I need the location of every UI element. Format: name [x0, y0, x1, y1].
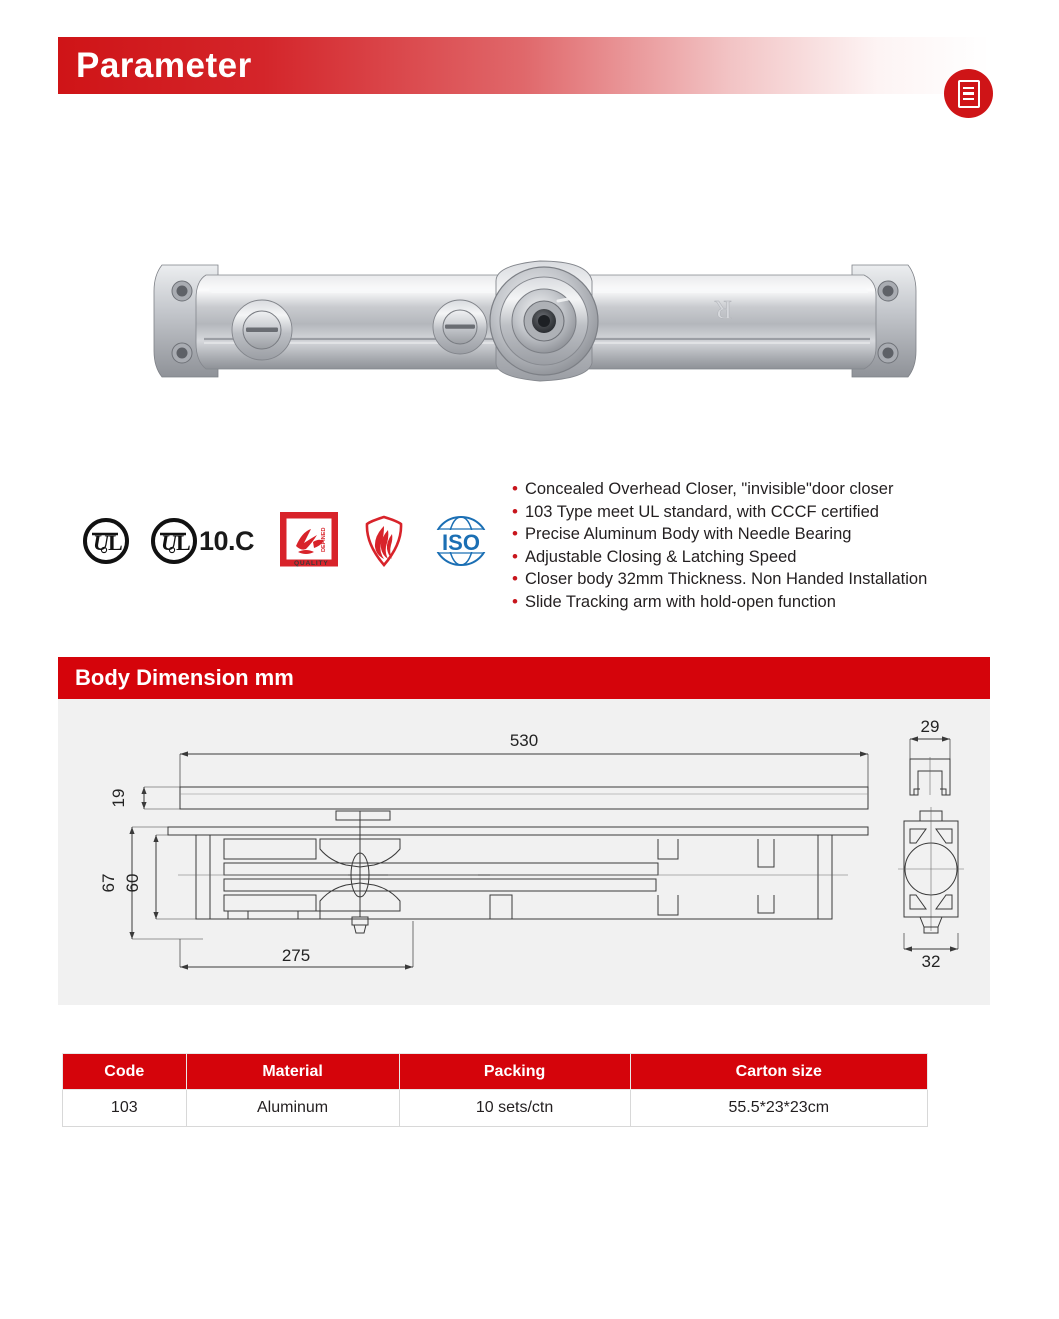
cccf-fire-mark [362, 514, 406, 568]
svg-text:L: L [176, 530, 191, 555]
dim-label-275: 275 [281, 946, 311, 965]
page-header-bar [58, 37, 990, 94]
document-glyph [958, 80, 980, 108]
bullet-icon: • [512, 569, 518, 589]
cell-carton-size: 55.5*23*23cm [630, 1090, 927, 1127]
bullet-icon: • [512, 501, 518, 521]
dim-label-60: 60 [123, 873, 142, 893]
page-title: Parameter [76, 46, 252, 85]
list-item: • Concealed Overhead Closer, "invisible"door closer [512, 478, 1012, 501]
column-header-code: Code [63, 1054, 187, 1090]
feature-list [512, 478, 1012, 614]
specification-table [62, 1053, 928, 1127]
defined-label: DEFINED [321, 527, 328, 552]
table-header-row [63, 1054, 928, 1090]
bullet-icon: • [512, 524, 518, 544]
list-item: • Adjustable Closing & Latching Speed [512, 546, 1012, 569]
ul-10c-mark [150, 517, 254, 565]
bullet-icon: • [512, 546, 518, 566]
cell-material: Aluminum [186, 1090, 399, 1127]
product-marking: R [714, 295, 732, 324]
column-header-packing: Packing [399, 1054, 630, 1090]
column-header-material: Material [186, 1054, 399, 1090]
svg-text:L: L [108, 530, 123, 555]
dim-label-29: 29 [920, 717, 940, 736]
list-item: • Slide Tracking arm with hold-open function [512, 591, 1012, 614]
dimension-drawing [58, 699, 990, 1005]
ul-listed-mark [82, 517, 130, 565]
iso-label: ISO [442, 530, 480, 555]
table-row [63, 1090, 928, 1127]
iso-mark [432, 515, 490, 567]
dim-label-530: 530 [509, 731, 539, 750]
body-dimension-drawing-panel [58, 699, 990, 1005]
document-list-icon[interactable] [944, 69, 993, 118]
quality-label: QUALITY [294, 560, 329, 567]
svg-text:U: U [93, 530, 109, 555]
door-closer-illustration [140, 235, 930, 400]
dim-label-19: 19 [109, 788, 128, 808]
dim-label-32: 32 [921, 952, 941, 971]
quality-defined-mark [280, 512, 338, 570]
dim-label-67: 67 [99, 873, 118, 893]
list-item: • Closer body 32mm Thickness. Non Handed Installation [512, 568, 1012, 591]
list-item: • 103 Type meet UL standard, with CCCF certified [512, 501, 1012, 524]
certification-logos [82, 505, 482, 577]
bullet-icon: • [512, 591, 518, 611]
column-header-carton-size: Carton size [630, 1054, 927, 1090]
body-dimension-header [58, 657, 990, 699]
svg-text:U: U [161, 530, 177, 555]
cell-code: 103 [63, 1090, 187, 1127]
list-item: • Precise Aluminum Body with Needle Bearing [512, 523, 1012, 546]
ul-10c-label: 10.C [199, 525, 255, 556]
product-image [140, 235, 930, 400]
bullet-icon: • [512, 479, 518, 498]
cell-packing: 10 sets/ctn [399, 1090, 630, 1127]
body-dimension-title: Body Dimension mm [75, 665, 294, 690]
